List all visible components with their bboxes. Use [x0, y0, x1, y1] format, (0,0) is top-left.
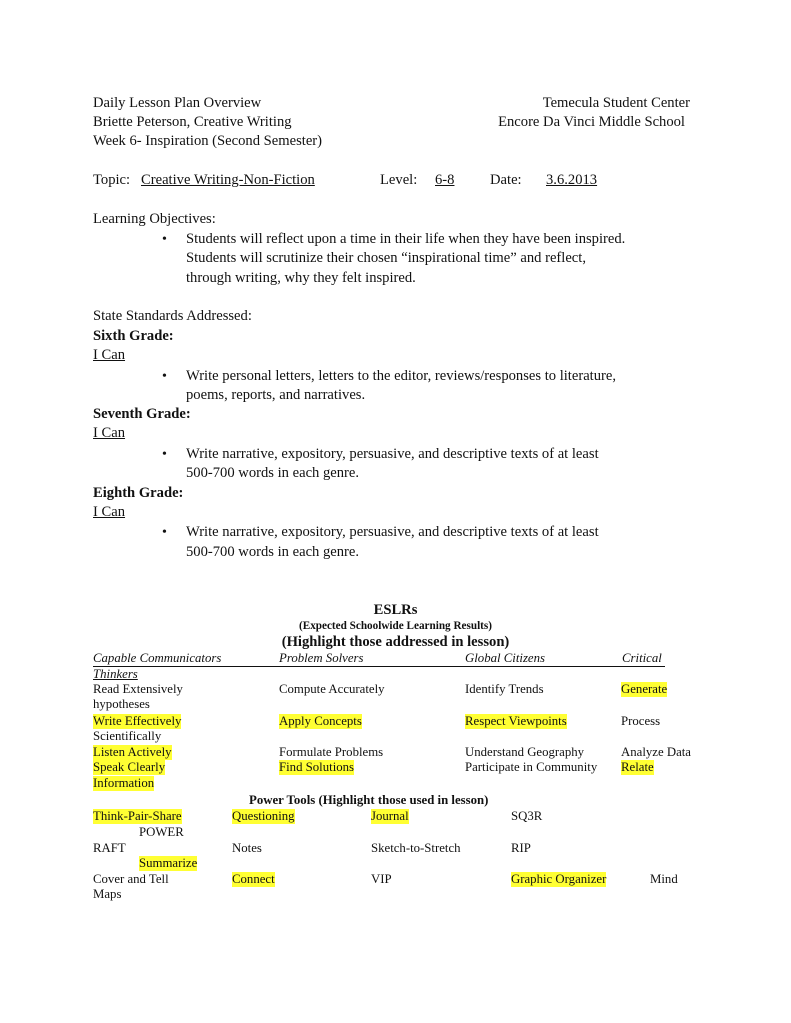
standard-line: poems, reports, and narratives.: [186, 387, 366, 403]
level-label: Level:: [380, 172, 418, 188]
eslr-listen-actively: Listen Actively: [93, 745, 172, 759]
objective-line-3: through writing, why they felt inspired.: [186, 270, 416, 286]
eslr-information: Information: [93, 776, 155, 790]
objectives-heading: Learning Objectives:: [93, 211, 216, 227]
date-label: Date:: [490, 172, 522, 188]
eslr-read-extensively: Read Extensively: [93, 682, 183, 696]
tool-summarize: Summarize: [139, 856, 198, 870]
level-value: 6-8: [435, 172, 455, 188]
tool-cover-and-tell: Cover and Tell: [93, 872, 169, 886]
i-can-label: I Can: [93, 504, 126, 520]
standard-line: Write narrative, expository, persuasive, and descriptive texts of at least: [186, 446, 599, 462]
objective-line-2: Students will scrutinize their chosen “inspirational time” and reflect,: [186, 250, 586, 266]
eslr-generate: Generate: [621, 682, 668, 696]
i-can-label: I Can: [93, 347, 126, 363]
date-value: 3.6.2013: [546, 172, 598, 188]
eslr-relate: Relate: [621, 760, 654, 774]
eslr-identify-trends: Identify Trends: [465, 682, 544, 696]
eslr-compute-accurately: Compute Accurately: [279, 682, 385, 696]
header-right-line-2: Encore Da Vinci Middle School: [498, 114, 685, 130]
header-right-line-1: Temecula Student Center: [542, 95, 690, 111]
standard-line: 500-700 words in each genre.: [186, 465, 360, 481]
standards-heading: State Standards Addressed:: [93, 308, 252, 324]
header-left-line-3: Week 6- Inspiration (Second Semester): [93, 133, 323, 149]
i-can-label: I Can: [93, 425, 126, 441]
power-tools-title: Power Tools (Highlight those used in lesson): [249, 793, 489, 807]
eslr-header-thinkers: Thinkers: [93, 667, 138, 681]
tool-questioning: Questioning: [232, 809, 295, 823]
standard-line: 500-700 words in each genre.: [186, 544, 360, 560]
grade-heading-seventh: Seventh Grade:: [93, 406, 191, 422]
grade-heading-eighth: Eighth Grade:: [93, 485, 184, 501]
eslr-header-problem-solvers: Problem Solvers: [279, 651, 364, 665]
eslrs-subtitle: (Expected Schoolwide Learning Results): [299, 620, 492, 632]
objective-line-1: Students will reflect upon a time in their life when they have been inspired.: [186, 231, 626, 247]
eslr-header-rule: [93, 666, 665, 667]
eslrs-instruction: (Highlight those addressed in lesson): [281, 634, 510, 650]
eslr-header-capable-communicators: Capable Communicators: [93, 651, 222, 665]
bullet-icon: •: [162, 232, 167, 247]
tool-mind: Mind: [650, 872, 678, 886]
tool-connect: Connect: [232, 872, 275, 886]
header-left-line-1: Daily Lesson Plan Overview: [93, 95, 262, 111]
eslr-formulate-problems: Formulate Problems: [279, 745, 384, 759]
tool-power: POWER: [139, 825, 184, 839]
topic-label: Topic:: [93, 172, 131, 188]
tool-sketch-to-stretch: Sketch-to-Stretch: [371, 841, 461, 855]
eslr-find-solutions: Find Solutions: [279, 760, 355, 774]
standard-line: Write narrative, expository, persuasive, and descriptive texts of at least: [186, 524, 599, 540]
bullet-icon: •: [162, 525, 167, 540]
eslr-analyze-data: Analyze Data: [621, 745, 691, 759]
tool-journal: Journal: [371, 809, 409, 823]
header-left-line-2: Briette Peterson, Creative Writing: [93, 114, 292, 130]
eslr-respect-viewpoints: Respect Viewpoints: [465, 714, 567, 728]
tool-maps: Maps: [93, 887, 122, 901]
eslr-scientifically: Scientifically: [93, 729, 162, 743]
eslr-apply-concepts: Apply Concepts: [279, 714, 362, 728]
eslr-speak-clearly: Speak Clearly: [93, 760, 166, 774]
tool-sq3r: SQ3R: [511, 809, 543, 823]
tool-graphic-organizer: Graphic Organizer: [511, 872, 607, 886]
eslr-write-effectively: Write Effectively: [93, 714, 182, 728]
bullet-icon: •: [162, 447, 167, 462]
grade-heading-sixth: Sixth Grade:: [93, 328, 174, 344]
eslr-process: Process: [621, 714, 661, 728]
standard-line: Write personal letters, letters to the editor, reviews/responses to literature,: [186, 368, 617, 384]
eslr-understand-geography: Understand Geography: [465, 745, 585, 759]
tool-think-pair-share: Think-Pair-Share: [93, 809, 182, 823]
eslr-header-critical: Critical: [622, 651, 662, 665]
topic-value: Creative Writing-Non-Fiction: [141, 172, 315, 188]
tool-raft: RAFT: [93, 841, 126, 855]
tool-notes: Notes: [232, 841, 262, 855]
eslrs-title: ESLRs: [373, 602, 418, 618]
eslr-participate-in-community: Participate in Community: [465, 760, 598, 774]
bullet-icon: •: [162, 369, 167, 384]
tool-vip: VIP: [371, 872, 392, 886]
eslr-header-global-citizens: Global Citizens: [465, 651, 545, 665]
tool-rip: RIP: [511, 841, 531, 855]
eslr-hypotheses: hypotheses: [93, 697, 150, 711]
